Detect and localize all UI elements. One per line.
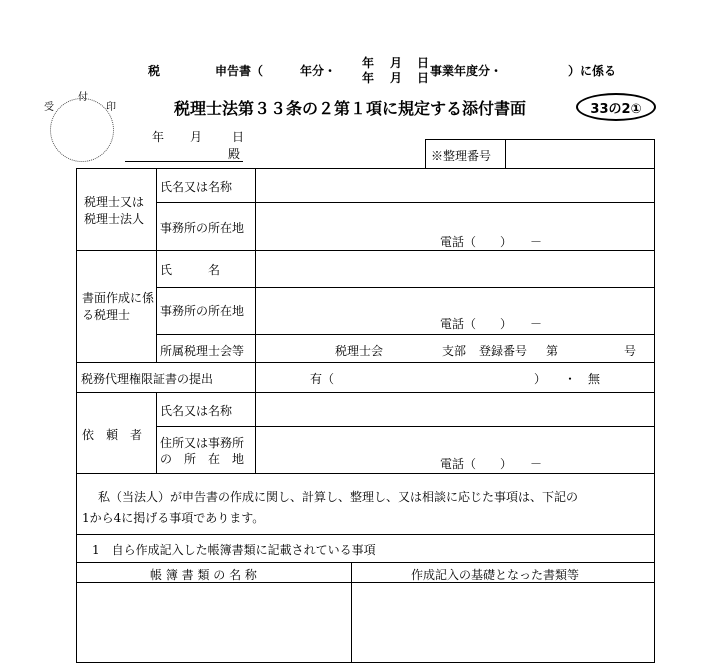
form-number-badge: 33の2①	[576, 93, 656, 121]
section1-col-basis-docs: 作成記入の基礎となった書類等	[411, 568, 580, 582]
preparer-assoc-label: 所属税理士会等	[160, 344, 245, 358]
client-name-label: 氏名又は名称	[160, 404, 233, 418]
client-section-label: 依 頼 者	[82, 428, 143, 442]
stamp-label-right: 印	[106, 102, 116, 113]
return-doc-label: 申告書（	[215, 64, 264, 78]
reference-number-field[interactable]	[506, 140, 654, 168]
date-day-label: 日	[232, 130, 245, 144]
row-line-3	[76, 392, 655, 393]
preparer-section-label: 書面作成に係る税理士	[82, 291, 155, 322]
tax-label: 税	[148, 64, 161, 78]
poa-dot: ・	[564, 372, 577, 386]
preparer-phone: 電話（ ） －	[440, 317, 543, 331]
preparer-office-label: 事務所の所在地	[160, 304, 245, 318]
row-line-2	[76, 362, 655, 363]
col-line-e	[351, 562, 352, 663]
subrow-line-4	[156, 426, 655, 427]
section1-title: 1 自ら作成記入した帳簿書類に記載されている事項	[92, 543, 376, 557]
col-line-d	[255, 362, 256, 473]
client-phone: 電話（ ） －	[440, 457, 543, 471]
assoc-branch: 支部	[442, 344, 467, 358]
header-day-1: 日	[417, 56, 430, 70]
preparer-name-label: 氏 名	[160, 263, 221, 277]
accountant-name-label: 氏名又は名称	[160, 180, 233, 194]
reception-stamp-circle	[50, 98, 114, 162]
client-address-label-2: の 所 在 地	[160, 452, 245, 466]
section1-col-book-name: 帳 簿 書 類 の 名 称	[150, 568, 257, 582]
preparer-name-field[interactable]	[257, 252, 653, 286]
subrow-line-3	[156, 334, 655, 335]
header-month-1: 月	[390, 56, 403, 70]
header-month-2: 月	[390, 71, 403, 85]
date-month-label: 月	[190, 130, 203, 144]
col-line-a	[156, 168, 157, 362]
pertaining-label: ）に係る	[568, 64, 617, 78]
statement-line-2: 1から4に掲げる事項であります。	[82, 511, 265, 525]
form-title: 税理士法第３３条の２第１項に規定する添付書面	[174, 99, 527, 118]
header-day-2: 日	[417, 71, 430, 85]
statement-line-1: 私（当法人）が申告書の作成に関し、計算し、整理し、又は相談に応じた事項は、下記の	[98, 490, 579, 504]
accountant-office-label: 事務所の所在地	[160, 221, 245, 235]
row-line-4	[76, 473, 655, 474]
header-year-1: 年	[362, 56, 375, 70]
assoc-registration-no: 登録番号	[479, 344, 528, 358]
addressee-underline	[125, 161, 243, 162]
fiscal-year-label: 事業年度分・	[430, 64, 503, 78]
col-line-c	[255, 168, 256, 362]
row-line-5	[76, 534, 655, 535]
poa-yes[interactable]: 有（	[310, 372, 335, 386]
year-part-label: 年分・	[300, 64, 337, 78]
client-name-field[interactable]	[257, 394, 653, 425]
col-line-b	[156, 392, 157, 473]
section1-book-name-field[interactable]	[78, 584, 350, 658]
reference-number-label: ※整理番号	[431, 149, 492, 163]
power-of-attorney-label: 税務代理権限証書の提出	[81, 372, 214, 386]
accountant-name-field[interactable]	[257, 170, 653, 201]
accountant-phone: 電話（ ） －	[440, 235, 543, 249]
stamp-label-left: 受	[44, 102, 54, 113]
row-line-6	[76, 562, 655, 563]
addressee-honorific: 殿	[228, 147, 241, 161]
stamp-label-top: 付	[78, 92, 88, 103]
section1-basis-docs-field[interactable]	[353, 584, 653, 658]
assoc-dai: 第	[546, 344, 559, 358]
assoc-go: 号	[624, 344, 637, 358]
client-address-label-1: 住所又は事務所	[160, 436, 245, 450]
poa-close: ）	[534, 372, 547, 386]
date-year-label: 年	[152, 130, 165, 144]
subrow-line-2	[156, 287, 655, 288]
header-year-2: 年	[362, 71, 375, 85]
accountant-section-label: 税理士又は税理士法人	[84, 195, 145, 226]
row-line-1	[76, 250, 655, 251]
assoc-tax-association: 税理士会	[335, 344, 384, 358]
subrow-line-1	[156, 202, 655, 203]
poa-no[interactable]: 無	[588, 372, 601, 386]
